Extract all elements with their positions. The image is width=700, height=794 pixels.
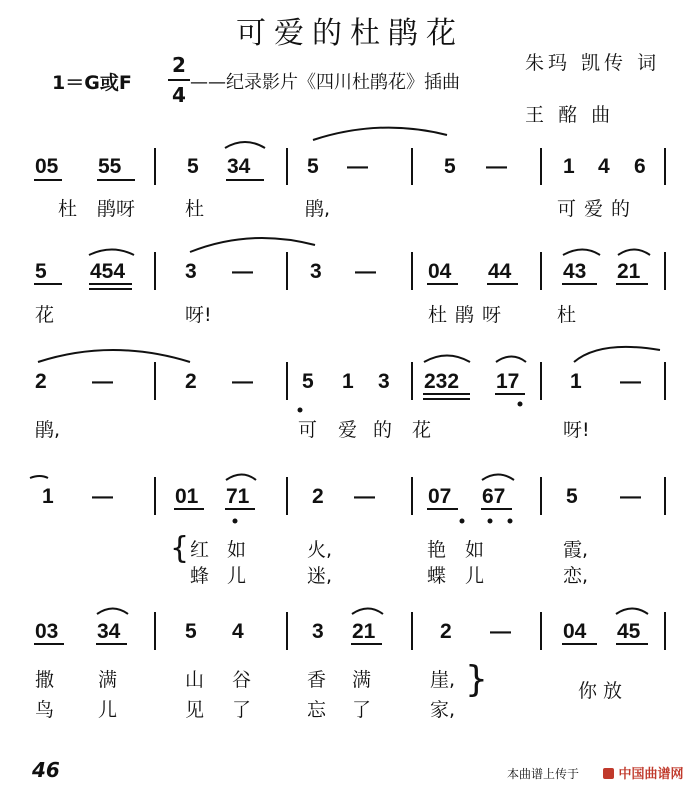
lyric: 鹃呀	[97, 198, 136, 220]
lyric: 呀!	[563, 419, 590, 441]
slur	[97, 609, 128, 615]
upload-note: 本曲谱上传于	[507, 767, 580, 781]
note-group: 45	[617, 620, 641, 643]
lyric: 山	[185, 669, 205, 691]
note-group: 2	[312, 485, 324, 508]
note-group: 2	[440, 620, 452, 643]
slur	[313, 128, 447, 140]
note-group: 34	[97, 620, 121, 643]
lyric: 儿	[227, 565, 247, 587]
note-group: 3	[312, 620, 324, 643]
slur	[38, 350, 190, 362]
verse-brace: }	[465, 659, 488, 700]
lyric: 儿	[98, 699, 118, 721]
note-group: 4	[232, 620, 244, 643]
dash: —	[355, 260, 376, 283]
note-group: 03	[35, 620, 59, 643]
lyric: 红	[190, 539, 210, 561]
octave-dot	[298, 408, 303, 413]
lyric: 的	[373, 419, 393, 441]
note-group: 04	[428, 260, 452, 283]
slur	[616, 609, 648, 615]
note-group: 232	[424, 370, 460, 393]
slur	[482, 475, 514, 481]
lyric: 花	[412, 419, 432, 441]
slur	[89, 250, 134, 256]
note-group: 3	[185, 260, 197, 283]
lyricist-credit: 朱玛 凯传 词	[525, 52, 661, 74]
note-group: 6	[634, 155, 646, 178]
lyric: 如	[227, 539, 247, 561]
song-subtitle: ——纪录影片《四川杜鹃花》插曲	[190, 72, 460, 93]
key-signature: 1＝G或F	[52, 72, 132, 94]
lyric: 香	[307, 669, 327, 691]
lyric: 你放	[578, 680, 629, 702]
lyric: 艳	[427, 539, 447, 561]
lyric: 杜	[58, 198, 78, 220]
note-group: 44	[488, 260, 512, 283]
note-group: 21	[617, 260, 641, 283]
note-group: 04	[563, 620, 587, 643]
slur	[424, 356, 470, 363]
note-group: 5	[307, 155, 319, 178]
lyric: 恋,	[563, 565, 589, 587]
lyric: 迷,	[307, 565, 333, 587]
dash: —	[92, 370, 113, 393]
note-group: 34	[227, 155, 251, 178]
lyric: 呀!	[185, 304, 212, 326]
lyric: 见	[185, 699, 205, 721]
lyric: 蝶	[427, 565, 447, 587]
note-group: 01	[175, 485, 199, 508]
note-group: 1	[42, 485, 54, 508]
composer-credit: 王 酩 曲	[525, 104, 615, 126]
octave-dot	[488, 519, 493, 524]
dash: —	[232, 260, 253, 283]
dash: —	[490, 620, 511, 643]
lyric: 谷	[232, 669, 252, 691]
slur	[225, 142, 265, 148]
lyric: 可爱的	[557, 198, 639, 220]
lyric: 鸟	[35, 699, 55, 721]
note-group: 3	[310, 260, 322, 283]
note-group: 3	[378, 370, 390, 393]
note-group: 07	[428, 485, 452, 508]
lyric: 鹃,	[305, 198, 331, 220]
lyric: 杜	[185, 198, 205, 220]
dash: —	[92, 485, 113, 508]
lyric: 满	[98, 669, 118, 691]
octave-dot	[460, 519, 465, 524]
lyric: 了	[352, 699, 372, 721]
lyric: 如	[465, 539, 485, 561]
lyric: 满	[352, 669, 372, 691]
page-number: 46	[32, 758, 60, 782]
note-group: 5	[187, 155, 199, 178]
slur	[190, 238, 315, 252]
dash: —	[232, 370, 253, 393]
note-group: 1	[563, 155, 575, 178]
note-group: 05	[35, 155, 59, 178]
note-group: 454	[90, 260, 126, 283]
slur	[574, 347, 660, 362]
lyric: 杜鹃呀	[428, 304, 510, 326]
dash: —	[354, 485, 375, 508]
note-group: 71	[226, 485, 250, 508]
note-group: 1	[570, 370, 582, 393]
slur	[563, 250, 600, 256]
logo-text: 中国曲谱网	[618, 767, 684, 782]
note-group: 2	[35, 370, 47, 393]
note-group: 5	[566, 485, 578, 508]
dash: —	[620, 370, 641, 393]
note-group: 5	[185, 620, 197, 643]
song-title: 可爱的杜鹃花	[236, 16, 464, 51]
lyric: 撒	[35, 669, 55, 691]
slur	[352, 609, 383, 615]
octave-dot	[518, 402, 523, 407]
lyric: 可	[298, 419, 318, 441]
lyric: 鹃,	[35, 419, 61, 441]
note-group: 5	[302, 370, 314, 393]
note-group: 5	[444, 155, 456, 178]
slur	[30, 476, 48, 478]
note-group: 5	[35, 260, 47, 283]
lyric: 崖,	[430, 669, 456, 691]
note-group: 55	[98, 155, 122, 178]
octave-dot	[233, 519, 238, 524]
verse-brace: {	[170, 531, 190, 566]
slur	[496, 357, 526, 363]
lyric: 花	[35, 304, 55, 326]
note-group: 43	[563, 260, 587, 283]
time-signature-top: 2	[172, 53, 186, 77]
dash: —	[347, 155, 368, 178]
note-group: 17	[496, 370, 520, 393]
slur	[226, 475, 256, 481]
lyric: 火,	[307, 539, 333, 561]
note-group: 4	[598, 155, 610, 178]
dash: —	[486, 155, 507, 178]
lyric: 儿	[465, 565, 485, 587]
lyric: 霞,	[563, 539, 589, 561]
lyric: 了	[232, 699, 252, 721]
lyric: 杜	[557, 304, 577, 326]
dash: —	[620, 485, 641, 508]
note-group: 1	[342, 370, 354, 393]
lyric: 爱	[338, 419, 358, 441]
time-signature-bottom: 4	[172, 83, 186, 107]
lyric: 家,	[430, 699, 456, 721]
note-group: 2	[185, 370, 197, 393]
octave-dot	[508, 519, 513, 524]
slur	[618, 250, 650, 256]
note-group: 21	[352, 620, 376, 643]
lyric: 忘	[307, 699, 327, 721]
note-group: 67	[482, 485, 506, 508]
lyric: 蜂	[190, 565, 210, 587]
